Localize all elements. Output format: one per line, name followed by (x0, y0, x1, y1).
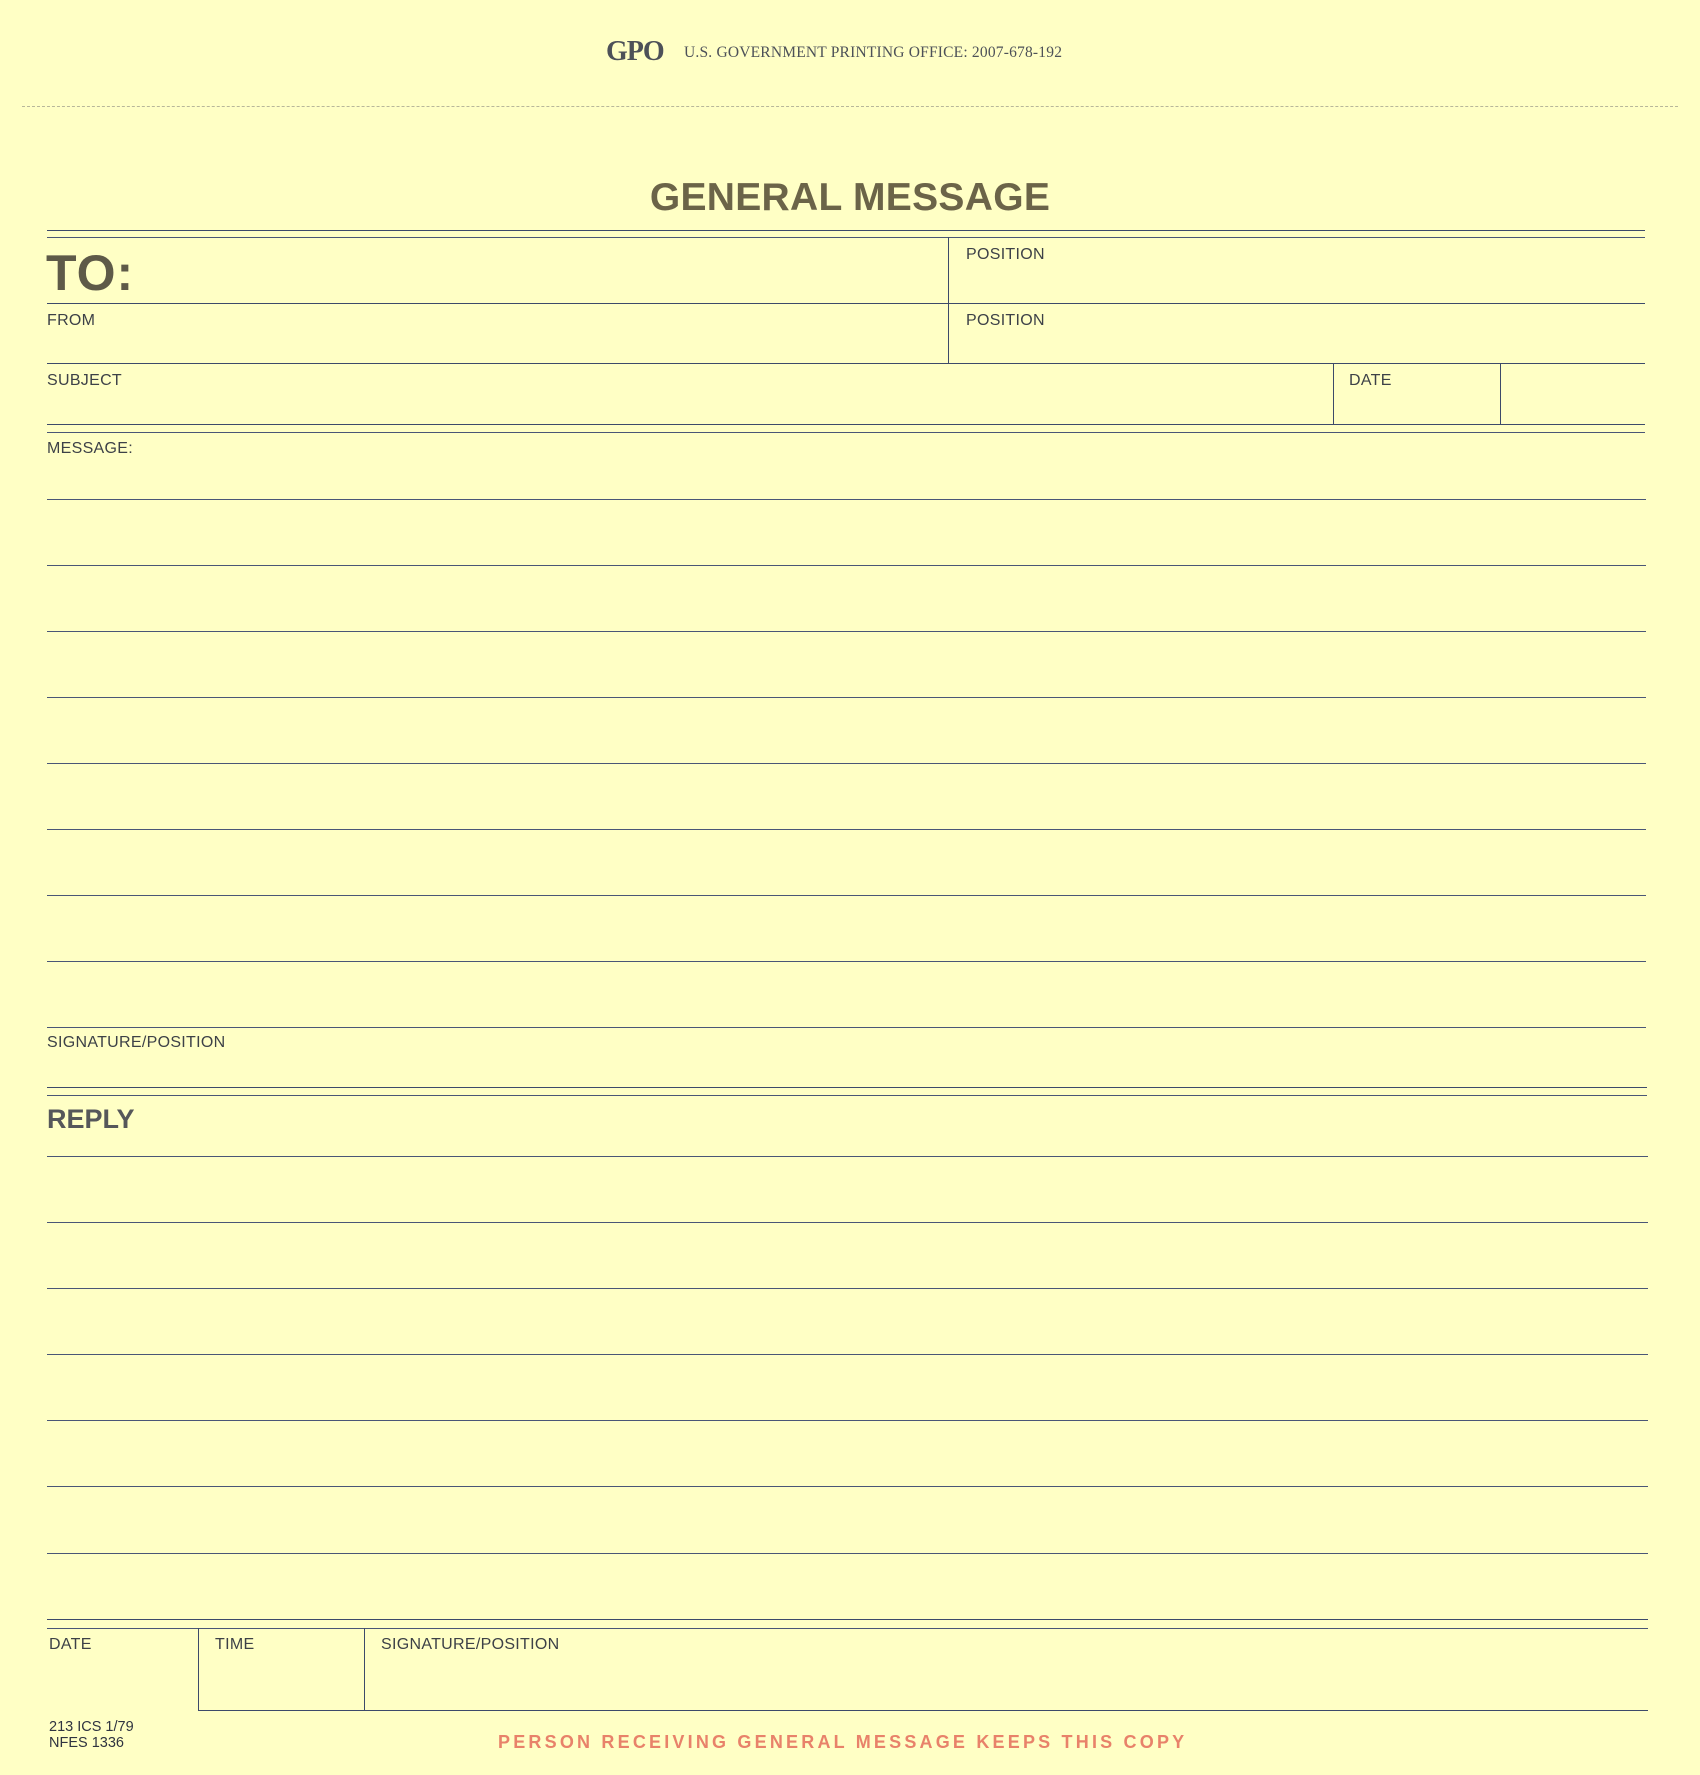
reply-line (47, 1553, 1648, 1554)
title-rule-top (47, 230, 1645, 231)
reply-line (47, 1288, 1648, 1289)
message-line (47, 631, 1646, 632)
date-value-divider (1500, 363, 1501, 425)
reply-signature-label: SIGNATURE/POSITION (381, 1636, 560, 1653)
copy-note: PERSON RECEIVING GENERAL MESSAGE KEEPS THIS COPY (498, 1732, 1188, 1752)
from-label: FROM (47, 312, 96, 329)
reply-footer-rule-top (47, 1619, 1648, 1620)
from-position-label: POSITION (966, 312, 1045, 329)
message-line (47, 895, 1646, 896)
subject-row-rule-top (47, 424, 1645, 425)
to-divider (948, 237, 949, 364)
to-label: TO: (46, 245, 135, 301)
message-line (47, 565, 1646, 566)
message-line (47, 829, 1646, 830)
reply-line (47, 1486, 1648, 1487)
gpo-logo: GPO (606, 36, 664, 67)
form-code-line-1: 213 ICS 1/79 (49, 1719, 134, 1735)
reply-line (47, 1222, 1648, 1223)
reply-time-label: TIME (215, 1636, 255, 1653)
reply-line (47, 1354, 1648, 1355)
printer-line: U.S. GOVERNMENT PRINTING OFFICE: 2007-678-192 (684, 44, 1063, 61)
message-line (47, 1027, 1646, 1028)
reply-line (47, 1156, 1648, 1157)
message-line (47, 961, 1646, 962)
reply-date-divider (198, 1628, 199, 1711)
date-label: DATE (1349, 372, 1392, 389)
message-label: MESSAGE: (47, 440, 133, 457)
signature-rule-bottom (47, 1095, 1647, 1096)
form-title: GENERAL MESSAGE (649, 176, 1051, 219)
title-rule-bottom (47, 237, 1645, 238)
form-code (49, 1719, 134, 1751)
reply-footer-rule-bottom (47, 1628, 1648, 1629)
perforation-line (22, 106, 1678, 107)
message-line (47, 499, 1646, 500)
reply-time-divider (364, 1628, 365, 1711)
reply-bottom-rule (198, 1710, 1648, 1711)
subject-row-rule-bottom (47, 432, 1645, 433)
message-line (47, 763, 1646, 764)
signature-rule-top (47, 1087, 1647, 1088)
to-position-label: POSITION (966, 246, 1045, 263)
subject-date-divider (1333, 363, 1334, 425)
to-row-rule (47, 303, 1645, 304)
reply-date-label: DATE (49, 1636, 92, 1653)
message-line (47, 697, 1646, 698)
signature-label: SIGNATURE/POSITION (47, 1034, 226, 1051)
form-code-line-2: NFES 1336 (49, 1735, 124, 1751)
reply-line (47, 1420, 1648, 1421)
subject-label: SUBJECT (47, 372, 122, 389)
from-row-rule (47, 363, 1645, 364)
reply-heading: REPLY (47, 1104, 135, 1134)
